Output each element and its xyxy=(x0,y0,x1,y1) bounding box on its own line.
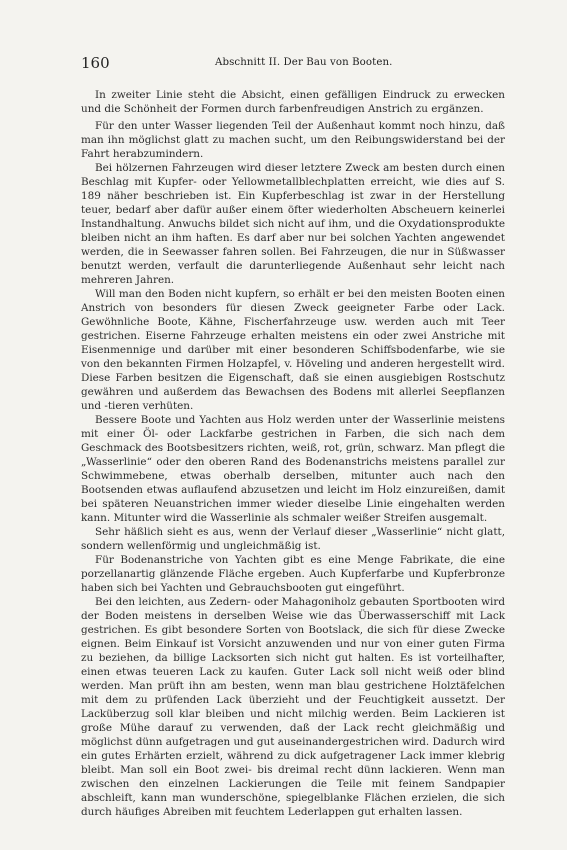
paragraph: Für Bodenanstriche von Yachten gibt es eine Menge Fabrikate, die eine porzellanartig glänzende Fläche ergeben. Auch Kupferfarbe und Kupferbronze haben sich bei Yachten und Gebrauchsbooten gut eingeführt. xyxy=(81,554,505,594)
paragraph: Bessere Boote und Yachten aus Holz werden unter der Wasserlinie meistens mit einer Öl- oder Lackfarbe gestrichen in Farben, die sich nach dem Geschmack des Bootsbesitzers richten, weiß, rot, grün, schwarz. Man pflegt die „Wasserlinie“ oder den oberen Rand des Bodenanstrichs meistens parallel zur Schwimmebene, etwas oberhalb derselben, mitunter auch nach den Bootsenden etwas auflaufend abzusetzen und leicht im Holz einzureißen, damit bei späteren Neuanstrichen immer wieder dieselbe Linie eingehalten werden kann. Mitunter wird die Wasserlinie als schmaler weißer Streifen ausgemalt. xyxy=(81,414,505,524)
page-header xyxy=(81,54,501,74)
paragraph: In zweiter Linie steht die Absicht, einen gefälligen Eindruck zu erwecken und die Schönheit der Formen durch farbenfreudigen Anstrich zu ergänzen. xyxy=(81,89,505,115)
page-number: 160 xyxy=(81,54,110,72)
body-text xyxy=(81,88,505,819)
paragraph: Bei den leichten, aus Zedern- oder Mahagoniholz gebauten Sportbooten wird der Boden meistens in derselben Weise wie das Überwasserschiff mit Lack gestrichen. Es gibt besondere Sorten von Bootslack, die sich für diese Zwecke eignen. Beim Einkauf ist Vorsicht anzuwenden und nur von einer guten Firma zu beziehen, da billige Lacksorten sich nicht gut halten. Es ist vorteilhafter, einen etwas teueren Lack zu kaufen. Guter Lack soll nicht weiß oder blind werden. Man prüft ihn am besten, wenn man blau gestrichene Holztäfelchen mit dem zu prüfenden Lack überzieht und der Feuchtigkeit aussetzt. Der Lacküberzug soll klar bleiben und nicht milchig werden. Beim Lackieren ist große Mühe darauf zu verwenden, daß der Lack recht gleichmäßig und möglichst dünn aufgetragen und gut auseinandergestrichen wird. Dadurch wird ein gutes Erhärten erzielt, während zu dick aufgetragener Lack immer klebrig bleibt. Man soll ein Boot zwei- bis dreimal recht dünn lackieren. Wenn man zwischen den einzelnen Lackierungen die Teile mit feinem Sandpapier abschleift, kann man wunderschöne, spiegelblanke Flächen erzielen, die sich durch häufiges Abreiben mit feuchtem Lederlappen gut erhalten lassen. xyxy=(81,596,505,818)
paragraph: Sehr häßlich sieht es aus, wenn der Verlauf dieser „Wasserlinie“ nicht glatt, sondern wellenförmig und ungleichmäßig ist. xyxy=(81,526,505,552)
paragraph: Will man den Boden nicht kupfern, so erhält er bei den meisten Booten einen Anstrich von besonders für diesen Zweck geeigneter Farbe oder Lack. Gewöhnliche Boote, Kähne, Fischerfahrzeuge usw. werden auch mit Teer gestrichen. Eiserne Fahrzeuge erhalten meistens ein oder zwei Anstriche mit Eisenmennige und darüber mit einer besonderen Schiffsbodenfarbe, wie sie von den bekannten Firmen Holzapfel, v. Höveling und anderen hergestellt wird. Diese Farben besitzen die Eigenschaft, daß sie einen ausgiebigen Rostschutz gewähren und außerdem das Bewachsen des Bodens mit allerlei Seepflanzen und -tieren verhüten. xyxy=(81,288,505,412)
paragraph: Bei hölzernen Fahrzeugen wird dieser letztere Zweck am besten durch einen Beschlag mit Kupfer- oder Yellowmetallblechplatten erreicht, wie dies auf S. 189 näher beschrieben ist. Ein Kupferbeschlag ist zwar in der Herstellung teuer, bedarf aber dafür außer einem öfter wiederholten Abscheuern keinerlei Instandhaltung. Anwuchs bildet sich nicht auf ihm, und die Oxydationsprodukte bleiben nicht an ihm haften. Es darf aber nur bei solchen Yachten angewendet werden, die in Seewasser fahren sollen. Bei Fahrzeugen, die nur in Süßwasser benutzt werden, verfault die darunterliegende Außenhaut sehr leicht nach mehreren Jahren. xyxy=(81,162,505,286)
paragraph: Für den unter Wasser liegenden Teil der Außenhaut kommt noch hinzu, daß man ihn möglichst glatt zu machen sucht, um den Reibungswiderstand bei der Fahrt herabzumindern. xyxy=(81,120,505,160)
running-head: Abschnitt II. Der Bau von Booten. xyxy=(215,57,393,68)
